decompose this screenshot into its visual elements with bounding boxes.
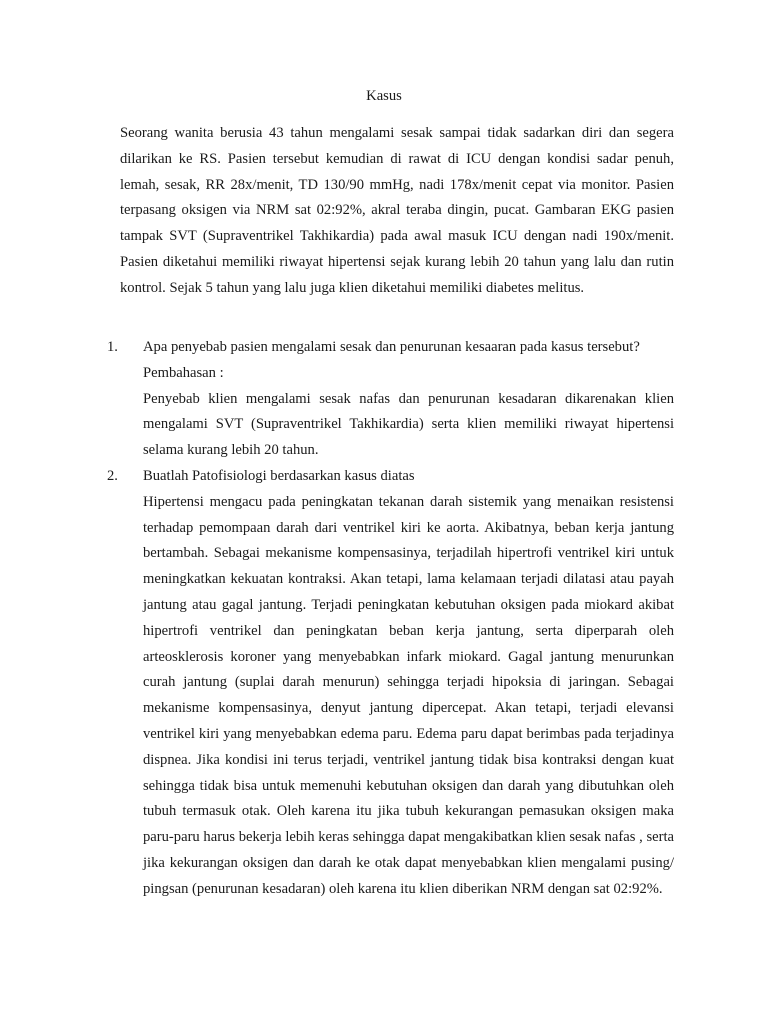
item-question: Apa penyebab pasien mengalami sesak dan penurunan kesaaran pada kasus tersebut? xyxy=(143,339,640,355)
document-title: Kasus xyxy=(366,88,402,104)
case-description: Seorang wanita berusia 43 tahun mengalami sesak sampai tidak sadarkan diri dan segera dilarikan ke RS. Pasien tersebut kemudian di rawat di ICU dengan kondisi sadar penuh, lemah, sesak, RR 28x/menit, TD 130/90 mmHg, nadi 178x/menit cepat via monitor. Pasien terpasang oksigen via NRM sat 02:92%, akral teraba dingin, pucat. Gambaran EKG pasien tampak SVT (Supraventrikel Takhikardia) pada awal masuk ICU dengan nadi 190x/menit. Pasien diketahui memiliki riwayat hipertensi sejak kurang lebih 20 tahun yang lalu dan rutin kontrol. Sejak 5 tahun yang lalu juga klien diketahui memiliki diabetes melitus. xyxy=(120,125,674,296)
item-answer: Hipertensi mengacu pada peningkatan tekanan darah sistemik yang menaikan resistensi terhadap pemompaan darah dari ventrikel kiri ke aorta. Akibatnya, beban kerja jantung bertambah. Sebagai mekanisme kompensasinya, terjadilah hipertrofi ventrikel kiri untuk meningkatkan kekuatan kontraksi. Akan tetapi, lama kelamaan terjadi dilatasi atau payah jantung atau gagal jantung. Terjadi peningkatan kebutuhan oksigen pada miokard akibat hipertrofi ventrikel dan peningkatan beban kerja jantung, serta diperparah oleh arteosklerosis koroner yang menyebabkan infark miokard. Gagal jantung menurunkan curah jantung (suplai darah menurun) sehingga terjadi hipoksia di jaringan. Sebagai mekanisme kompensasinya, denyut jantung dipercepat. Akan tetapi, terjadi elevansi ventrikel kiri yang menyebabkan edema paru. Edema paru dapat berimbas pada terjadinya dispnea. Jika kondisi ini terus terjadi, ventrikel jantung tidak bisa kontraksi dengan kuat sehingga tidak bisa untuk memenuhi kebutuhan oksigen dan darah yang dibutuhkan oleh tubuh termasuk otak. Oleh karena itu jika tubuh kekurangan pemasukan oksigen maka paru-paru harus bekerja lebih keras sehingga dapat mengakibatkan klien sesak nafas , serta jika kekurangan oksigen dan darah ke otak dapat menyebabkan klien mengalami pusing/ pingsan (penurunan kesadaran) oleh karena itu klien diberikan NRM dengan sat 02:92%. xyxy=(143,493,674,897)
list-item xyxy=(0,335,674,464)
item-question: Buatlah Patofisiologi berdasarkan kasus diatas xyxy=(143,467,415,484)
list-item xyxy=(0,464,674,903)
item-answer: Penyebab klien mengalami sesak nafas dan penurunan kesadaran dikarenakan klien mengalami SVT (Supraventrikel Takhikardia) serta klien memiliki riwayat hipertensi selama kurang lebih 20 tahun. xyxy=(143,390,674,459)
item-number: 2. xyxy=(107,467,118,484)
item-number: 1. xyxy=(107,339,118,355)
question-list xyxy=(0,335,768,903)
item-label: Pembahasan : xyxy=(143,364,224,381)
